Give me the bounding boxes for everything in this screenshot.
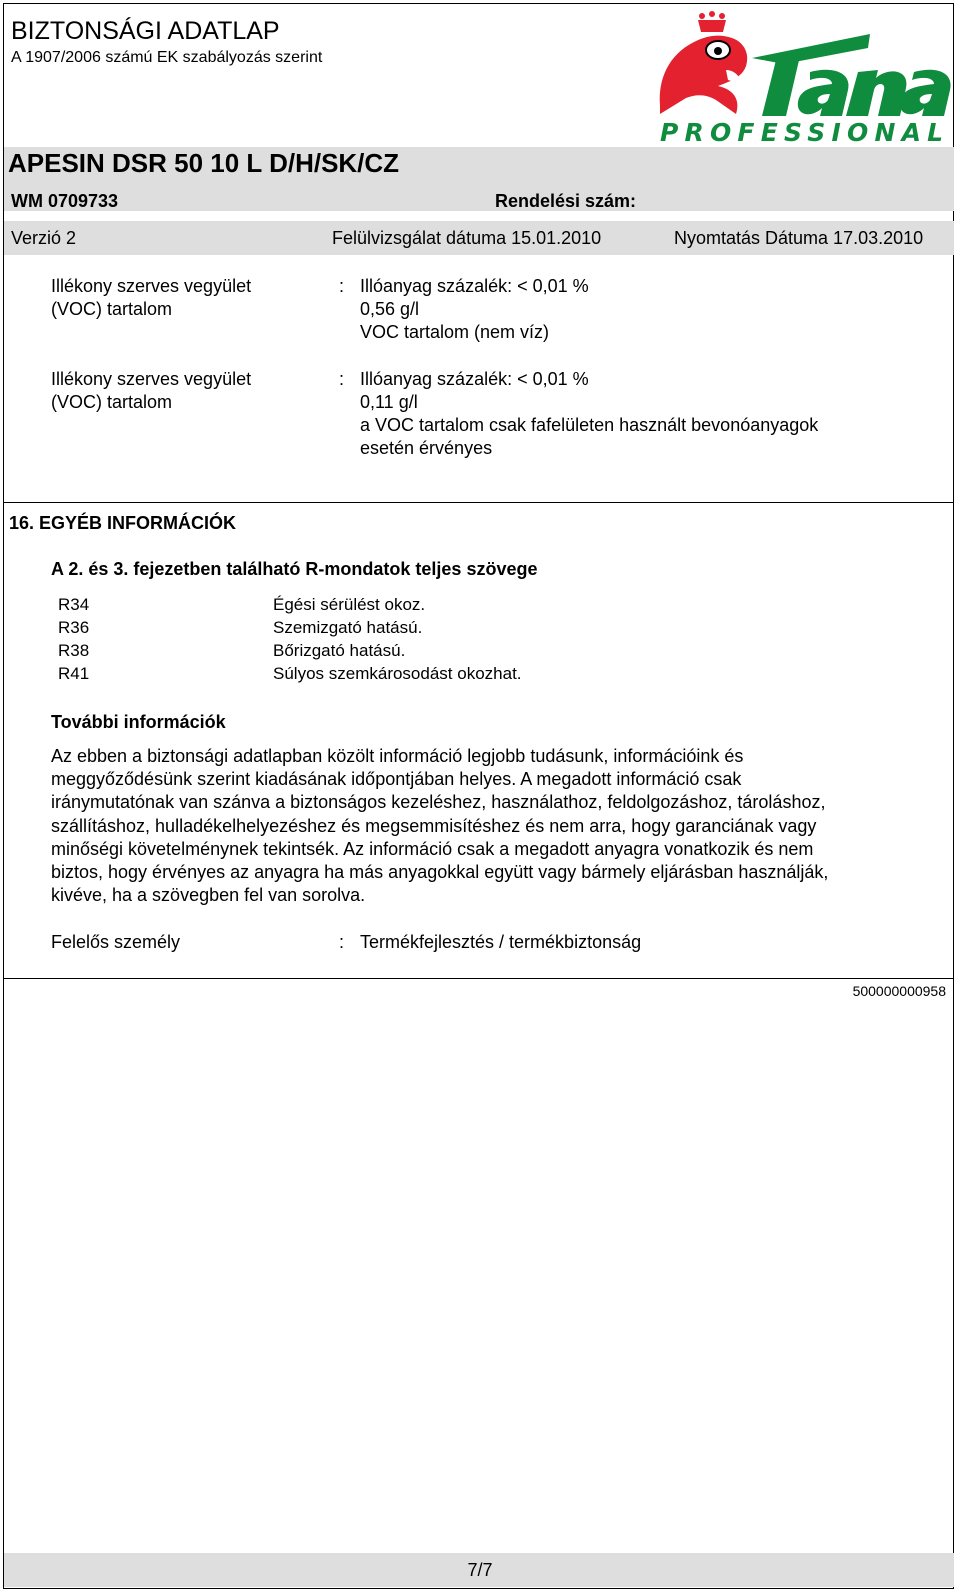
product-name: APESIN DSR 50 10 L D/H/SK/CZ: [8, 148, 400, 178]
tana-wordmark: [752, 34, 951, 116]
logo-tagline: PROFESSIONAL: [660, 118, 950, 147]
responsible-person-colon: :: [339, 932, 345, 952]
voc-label: Illékony szerves vegyület (VOC) tartalom: [51, 369, 252, 412]
r-phrase-text: Szemizgató hatású.: [273, 618, 423, 637]
r-phrase-code: R34: [58, 595, 90, 614]
version: Verzió 2: [11, 228, 77, 248]
r-phrase-code: R36: [58, 618, 90, 637]
more-info-title: További információk: [51, 712, 226, 732]
print-date: Nyomtatás Dátuma 17.03.2010: [674, 228, 924, 248]
crown-icon: [698, 11, 726, 32]
r-phrase-code: R41: [58, 664, 90, 683]
r-phrase-text: Égési sérülést okoz.: [273, 595, 426, 614]
section-divider: [4, 502, 954, 503]
document-number: 500000000958: [852, 983, 946, 999]
r-phrases-title: A 2. és 3. fejezetben található R-mondatok teljes szövege: [51, 559, 538, 579]
r-phrase-text: Bőrizgató hatású.: [273, 641, 406, 660]
voc-label: Illékony szerves vegyület (VOC) tartalom: [51, 276, 252, 319]
wm-number: WM 0709733: [11, 191, 119, 211]
r-phrase-code: R38: [58, 641, 90, 660]
page-number: 7/7: [467, 1560, 493, 1580]
section-16-title: 16. EGYÉB INFORMÁCIÓK: [9, 513, 237, 533]
regulation-subtitle: A 1907/2006 számú EK szabályozás szerint: [11, 49, 323, 66]
order-number-label: Rendelési szám:: [495, 191, 637, 211]
revision-date: Felülvizsgálat dátuma 15.01.2010: [332, 228, 602, 248]
r-phrase-text: Súlyos szemkárosodást okozhat.: [273, 664, 522, 683]
end-divider: [4, 978, 954, 979]
frog-icon: [660, 36, 747, 114]
more-info-paragraph: Az ebben a biztonsági adatlapban közölt információ legjobb tudásunk, információink és meggyőződésünk szerint kiadásának időpontjában helyes. A megadott információ csak iránymutatónak van szánva a biztonságos kezeléshez, használathoz, feldolgozáshoz, tároláshoz, szállításhoz, hulladékelhelyezéshez és megsemmisítéshez és nem arra, hogy garanciának vagy minőségi követelménynek tekintsék. Az információ csak a megadott anyagra vonatkozik és nem biztos, hogy érvényes az anyagra ha más anyagokkal együtt vagy bármely eljárásban használják, kivéve, ha a szövegben fel van sorolva.: [51, 746, 829, 906]
voc-value: Illóanyag százalék: < 0,01 % 0,56 g/l VOC tartalom (nem víz): [360, 276, 589, 342]
document-title: BIZTONSÁGI ADATLAP: [11, 17, 280, 45]
voc-value: Illóanyag százalék: < 0,01 % 0,11 g/l a VOC tartalom csak fafelületen használt bevonóanyagok esetén érvényes: [360, 369, 819, 458]
voc-colon: :: [339, 276, 345, 296]
responsible-person-label: Felelős személy: [51, 932, 181, 952]
responsible-person-value: Termékfejlesztés / termékbiztonság: [360, 932, 642, 952]
voc-colon: :: [339, 369, 345, 389]
